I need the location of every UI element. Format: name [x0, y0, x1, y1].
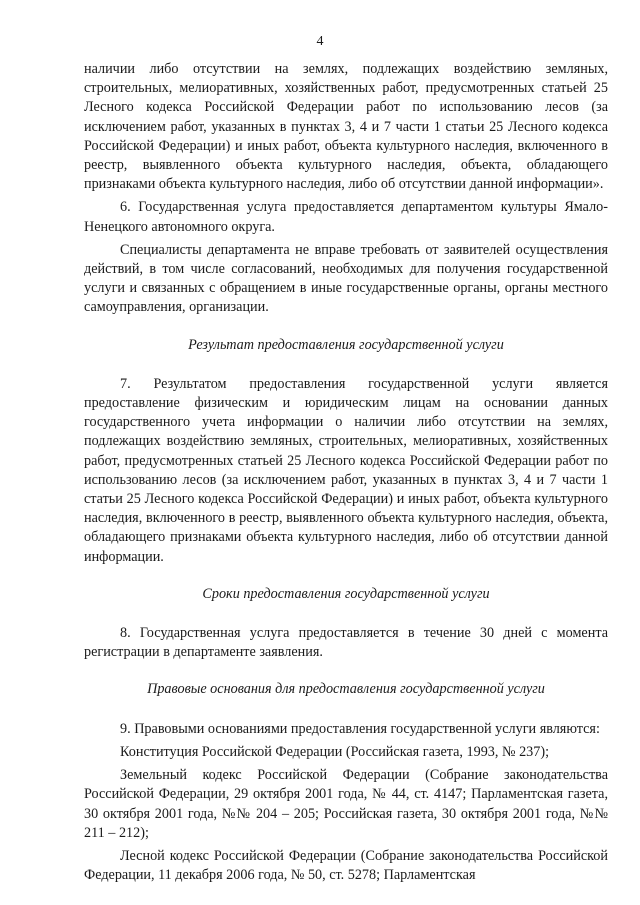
legal-basis-constitution: Конституция Российской Федерации (Российская газета, 1993, № 237);	[120, 743, 550, 760]
paragraph-6: 6. Государственная услуга предоставляется департаментом культуры Ямало-Ненецкого автономного округа.	[84, 199, 608, 235]
legal-basis-land-code: Земельный кодекс Российской Федерации (Собрание законодательства Российской Федерации, 29 октября 2001 года, № 44, ст. 4147; Парламентская газета, 30 октября 2001 года, №№ 204 – 205; Российская газета, 30 октября 2001 года, №№ 211 – 212);	[84, 767, 608, 841]
paragraph-9: 9. Правовыми основаниями предоставления государственной услуги являются:	[120, 720, 600, 737]
paragraph-8: 8. Государственная услуга предоставляется в течение 30 дней с момента регистрации в департаменте заявления.	[84, 625, 608, 661]
section-heading-legal-basis: Правовые основания для предоставления государственной услуги	[147, 681, 545, 698]
section-heading-result: Результат предоставления государственной услуги	[188, 336, 504, 353]
paragraph-6-specialists: Специалисты департамента не вправе требовать от заявителей осуществления действий, в том числе согласований, необходимых для получения государственной услуги и связанных с обращением в иные государственные органы, органы местного самоуправления, организации.	[84, 241, 608, 316]
paragraph-continuation: наличии либо отсутствии на землях, подлежащих воздействию земляных, строительных, мелиоративных, хозяйственных работ, предусмотренных статьей 25 Лесного кодекса Российской Федерации работ по использованию лесов (за исключением работ, указанных в пунктах 3, 4 и 7 части 1 статьи 25 Лесного кодекса Российской Федерации) и иных работ, объекта культурного наследия, включенного в реестр, выявленного объекта культурного наследия, объекта, обладающего признаками объекта культурного наследия, либо об отсутствии данной информации».	[84, 61, 608, 193]
paragraph-7: 7. Результатом предоставления государственной услуги является предоставление физическим и юридическим лицам на основании данных государственного учета информации о наличии либо отсутствии на землях, подлежащих воздействию земляных, строительных, мелиоративных, хозяйственных работ, предусмотренных статьей 25 Лесного кодекса Российской Федерации работ по использованию лесов (за исключением работ, указанных в пунктах 3, 4 и 7 части 1 статьи 25 Лесного кодекса Российской Федерации) и иных работ, объекта культурного наследия, включенного в реестр, выявленного объекта культурного наследия, объекта, обладающего признаками объекта культурного наследия, либо об отсутствии данной информации.	[84, 375, 608, 565]
page-number: 4	[316, 34, 324, 49]
document-body	[84, 60, 608, 885]
section-heading-terms: Сроки предоставления государственной услуги	[202, 585, 490, 602]
legal-basis-forest-code: Лесной кодекс Российской Федерации (Собрание законодательства Российской Федерации, 11 декабря 2006 года, № 50, ст. 5278; Парламентская	[84, 847, 608, 884]
